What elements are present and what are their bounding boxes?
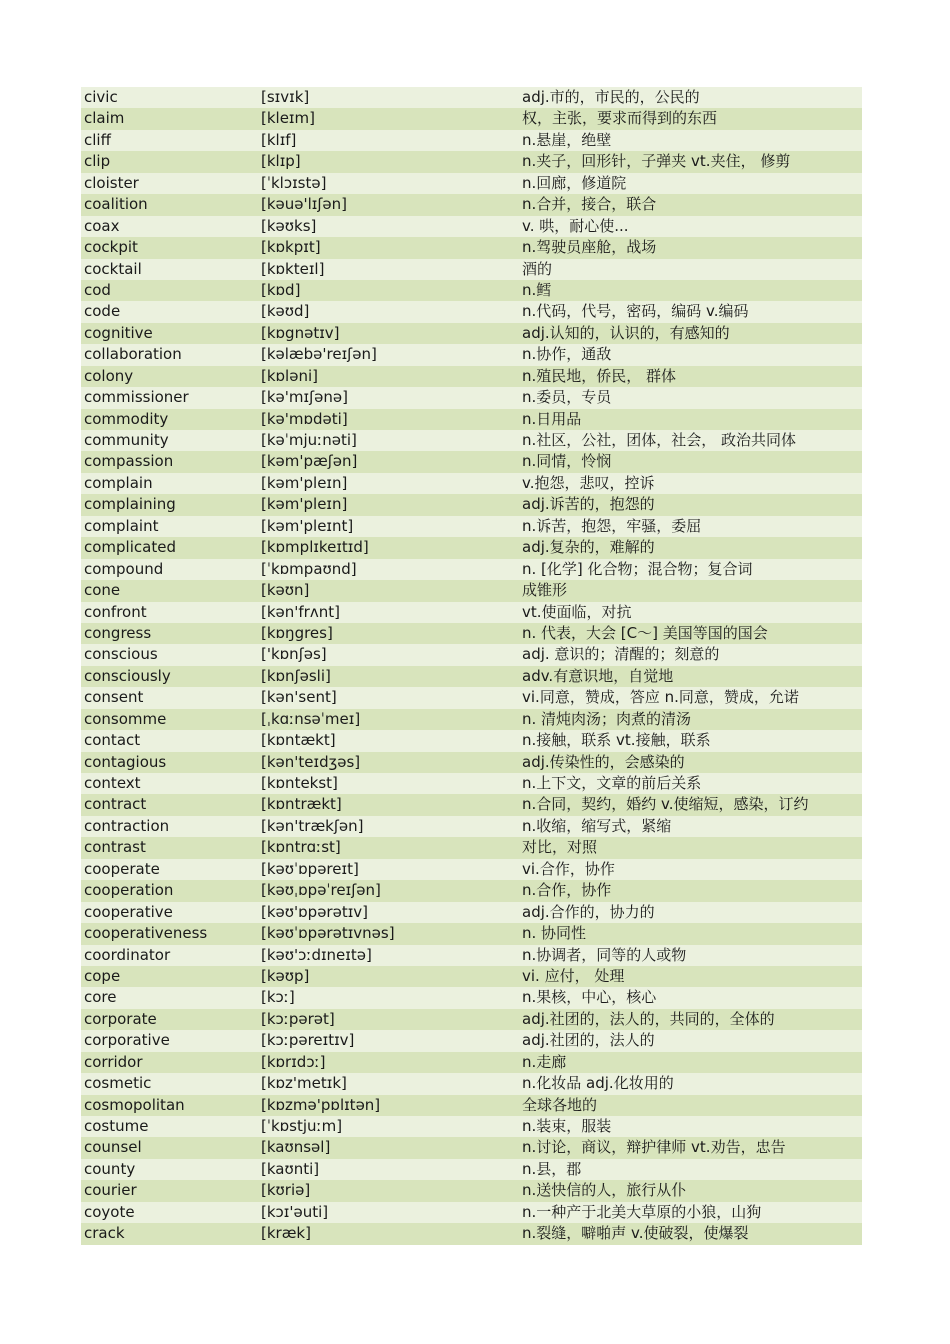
table-row [81,323,862,344]
definition-cell: n.上下文，文章的前后关系 [522,774,702,792]
pronunciation-cell: [kəuə'lɪʃən] [261,195,347,214]
definition-cell: n.鳕 [522,280,552,299]
word-cell: commodity [84,409,169,428]
word-cell: cliff [84,130,111,149]
definition-cell: adj. 意识的；清醒的；刻意的 [522,645,720,664]
word-cell: county [84,1159,136,1178]
pronunciation-cell: [kɒntækt] [261,731,336,750]
definition-cell: n. 清炖肉汤；肉煮的清汤 [522,709,692,728]
table-row [81,580,862,601]
word-cell: complicated [84,538,176,557]
definition-cell: adj.传染性的，会感染的 [522,752,685,771]
definition-cell: 全球各地的 [522,1095,598,1114]
table-row [81,602,862,623]
table-row [81,644,862,665]
pronunciation-cell: [kəʊd] [261,302,310,321]
definition-cell: n.社区，公社，团体，社会， 政治共同体 [522,431,797,449]
definition-cell: 权，主张，要求而得到的东西 [522,109,718,128]
definition-cell: n.协调者，同等的人或物 [522,945,687,964]
word-cell: core [84,988,117,1007]
pronunciation-cell: [kɔːpəreɪtɪv] [261,1031,355,1050]
table-row [81,859,862,880]
table-row [81,902,862,923]
pronunciation-cell: [kɒd] [261,280,301,299]
word-cell: courier [84,1181,137,1200]
table-row [81,216,862,237]
definition-cell: n.一种产于北美大草原的小狼，山狗 [522,1202,762,1221]
pronunciation-cell: [kʊriə] [261,1181,311,1200]
word-cell: complaint [84,516,159,535]
word-cell: community [84,431,169,449]
pronunciation-cell: [sɪvɪk] [261,88,310,106]
word-cell: contagious [84,752,167,771]
table-row [81,752,862,773]
word-cell: cope [84,966,121,985]
table-row [81,151,862,172]
definition-cell: adj.复杂的，难解的 [522,538,655,557]
definition-cell: n.送快信的人，旅行从仆 [522,1181,687,1200]
pronunciation-cell: [kəʊˈɒpərətɪvnəs] [261,924,395,943]
definition-cell: 对比，对照 [522,838,598,857]
word-cell: cooperate [84,859,160,878]
definition-cell: n.代码，代号，密码，编码 v.编码 [522,302,749,321]
definition-cell: n.合同，契约，婚约 v.使缩短，感染，订约 [522,795,809,814]
word-cell: corporative [84,1031,170,1050]
table-row [81,1202,862,1223]
table-row [81,1073,862,1094]
word-cell: cooperation [84,881,174,900]
pronunciation-cell: [kɒgnətɪv] [261,323,340,342]
word-cell: complaining [84,495,176,514]
pronunciation-cell: [kəʊˌɒpəˈreɪʃən] [261,881,381,900]
pronunciation-cell: [kɒzmə'pɒlɪtən] [261,1095,381,1114]
word-cell: civic [84,88,118,106]
table-row [81,794,862,815]
table-row [81,387,862,408]
table-row [81,516,862,537]
table-row [81,194,862,215]
table-row [81,666,862,687]
word-cell: cognitive [84,323,153,342]
table-row [81,1009,862,1030]
definition-cell: n.接触，联系 vt.接触，联系 [522,731,711,750]
definition-cell: vi. 应付， 处理 [522,966,625,985]
table-row [81,923,862,944]
word-cell: contrast [84,838,146,857]
pronunciation-cell: [kɔː] [261,988,295,1007]
definition-cell: n.回廊，修道院 [522,173,627,192]
pronunciation-cell: [ˈklɔɪstə] [261,173,327,192]
table-row [81,473,862,494]
table-row [81,945,862,966]
word-cell: counsel [84,1138,142,1157]
definition-cell: v.抱怨，悲叹，控诉 [522,473,655,492]
table-row [81,1052,862,1073]
vocabulary-table [81,87,862,1245]
table-row [81,1137,862,1158]
word-cell: coordinator [84,945,171,964]
table-row [81,687,862,708]
pronunciation-cell: [kɒntrɑːst] [261,838,341,857]
definition-cell: adv.有意识地，自觉地 [522,666,674,685]
pronunciation-cell: [kɒŋgres] [261,623,333,642]
definition-cell: n.委员，专员 [522,388,612,407]
definition-cell: n.协作，通敌 [522,345,612,364]
word-cell: complain [84,473,153,492]
word-cell: corridor [84,1052,143,1071]
definition-cell: adj.社团的，法人的 [522,1031,655,1050]
table-row [81,87,862,108]
table-row [81,1159,862,1180]
pronunciation-cell: [kəʊ'ɔːdɪneɪtə] [261,945,372,964]
pronunciation-cell: [kɔːpərət] [261,1009,335,1028]
table-row [81,494,862,515]
table-row [81,430,862,451]
table-row [81,301,862,322]
table-row [81,1223,862,1244]
definition-cell: n.日用品 [522,409,582,428]
word-cell: contract [84,795,147,814]
definition-cell: n.装束，服装 [522,1117,612,1135]
pronunciation-cell: [kəʊ'ɒpərətɪv] [261,902,369,921]
word-cell: context [84,774,141,792]
pronunciation-cell: [kəʊks] [261,216,317,235]
pronunciation-cell: [kræk] [261,1224,311,1243]
word-cell: crack [84,1224,125,1243]
pronunciation-cell: [kəlæbə'reɪʃən] [261,345,377,364]
table-row [81,987,862,1008]
pronunciation-cell: [kəm'pleɪn] [261,495,348,514]
table-row [81,173,862,194]
word-cell: compound [84,559,164,578]
definition-cell: adj.合作的，协力的 [522,902,655,921]
table-row [81,1116,862,1137]
definition-cell: n.夹子，回形针，子弹夹 vt.夹住， 修剪 [522,152,791,171]
table-row [81,709,862,730]
pronunciation-cell: [kəʊn] [261,581,310,600]
pronunciation-cell: [kaʊnti] [261,1159,320,1178]
pronunciation-cell: [kə'mɪʃənə] [261,388,348,407]
word-cell: conscious [84,645,158,664]
definition-cell: n.同情，怜悯 [522,452,612,471]
definition-cell: vi.同意，赞成，答应 n.同意，赞成，允诺 [522,688,799,707]
pronunciation-cell: [kəˈmjuːnəti] [261,431,357,449]
pronunciation-cell: [kɒkteɪl] [261,259,325,278]
pronunciation-cell: [kleɪm] [261,109,315,128]
definition-cell: vi.合作，协作 [522,859,615,878]
table-row [81,409,862,430]
pronunciation-cell: [kɒkpɪt] [261,238,321,257]
word-cell: contact [84,731,141,750]
pronunciation-cell: [kɒnʃəsli] [261,666,331,685]
definition-cell: 成锥形 [522,581,568,600]
table-row [81,237,862,258]
pronunciation-cell: [ˈkɒmpaʊnd] [261,559,357,578]
pronunciation-cell: [ˌkɑːnsəˈmeɪ] [261,709,361,728]
word-cell: costume [84,1117,149,1135]
definition-cell: n. 代表，大会 [C～] 美国等国的国会 [522,623,768,642]
definition-cell: n.讨论，商议，辩护律师 vt.劝告，忠告 [522,1138,786,1157]
table-row [81,880,862,901]
definition-cell: vt.使面临，对抗 [522,602,632,621]
word-cell: clip [84,152,111,171]
word-cell: cosmetic [84,1074,152,1093]
table-row [81,623,862,644]
word-cell: congress [84,623,152,642]
word-cell: cooperativeness [84,924,208,943]
word-cell: confront [84,602,147,621]
pronunciation-cell: [kəʊp] [261,966,310,985]
definition-cell: adj.诉苦的，抱怨的 [522,495,655,514]
pronunciation-cell: [kɒrɪdɔː] [261,1052,326,1071]
pronunciation-cell: [kɒləni] [261,366,318,385]
pronunciation-cell: [klɪp] [261,152,301,171]
definition-cell: adj.认知的，认识的，有感知的 [522,323,730,342]
table-row [81,730,862,751]
word-cell: cod [84,280,111,299]
word-cell: coalition [84,195,148,214]
word-cell: collaboration [84,345,182,364]
word-cell: cone [84,581,121,600]
word-cell: cosmopolitan [84,1095,185,1114]
table-row [81,451,862,472]
table-row [81,1095,862,1116]
definition-cell: n.殖民地，侨民， 群体 [522,366,677,385]
definition-cell: n.走廊 [522,1052,567,1071]
definition-cell: v. 哄，耐心使... [522,216,629,235]
word-cell: cockpit [84,238,138,257]
word-cell: claim [84,109,125,128]
table-row [81,1030,862,1051]
pronunciation-cell: [kɒmplɪkeɪtɪd] [261,538,369,557]
pronunciation-cell: [kɒntrækt] [261,795,342,814]
definition-cell: adj.社团的，法人的，共同的，全体的 [522,1009,775,1028]
pronunciation-cell: [kəm'pleɪnt] [261,516,354,535]
word-cell: consciously [84,666,171,685]
pronunciation-cell: [kəm'pæʃən] [261,452,358,471]
pronunciation-cell: [klɪf] [261,130,297,149]
word-cell: cocktail [84,259,142,278]
definition-cell: n.诉苦，抱怨，牢骚，委屈 [522,516,702,535]
table-row [81,259,862,280]
definition-cell: n.合作，协作 [522,881,612,900]
definition-cell: n.悬崖，绝壁 [522,130,612,149]
pronunciation-cell: ['kɒnʃəs] [261,645,327,664]
pronunciation-cell: [kən'frʌnt] [261,602,340,621]
pronunciation-cell: [kaʊnsəl] [261,1138,331,1157]
pronunciation-cell: [kən'trækʃən] [261,816,364,835]
table-row [81,344,862,365]
word-cell: commissioner [84,388,189,407]
pronunciation-cell: [kɒz'metɪk] [261,1074,347,1093]
pronunciation-cell: [kən'teɪdʒəs] [261,752,361,771]
table-row [81,366,862,387]
definition-cell: adj.市的，市民的，公民的 [522,88,700,106]
pronunciation-cell: [kə'mɒdəti] [261,409,348,428]
word-cell: cooperative [84,902,173,921]
table-row [81,816,862,837]
definition-cell: n.裂缝，噼啪声 v.使破裂，使爆裂 [522,1224,749,1243]
table-row [81,1180,862,1201]
word-cell: contraction [84,816,170,835]
definition-cell: n. [化学] 化合物；混合物；复合词 [522,559,753,578]
table-row [81,108,862,129]
word-cell: corporate [84,1009,157,1028]
pronunciation-cell: [kɒntekst] [261,774,338,792]
definition-cell: n.化妆品 adj.化妆用的 [522,1074,674,1093]
word-cell: coax [84,216,120,235]
definition-cell: n.县，郡 [522,1159,582,1178]
word-cell: consent [84,688,144,707]
table-row [81,130,862,151]
table-row [81,966,862,987]
word-cell: coyote [84,1202,135,1221]
definition-cell: n.驾驶员座舱，战场 [522,238,657,257]
pronunciation-cell: [kən'sent] [261,688,337,707]
word-cell: code [84,302,121,321]
definition-cell: 酒的 [522,259,553,278]
definition-cell: n.果核，中心，核心 [522,988,657,1007]
word-cell: compassion [84,452,174,471]
pronunciation-cell: [ˈkɒstjuːm] [261,1117,343,1135]
table-row [81,773,862,794]
table-row [81,837,862,858]
word-cell: colony [84,366,134,385]
definition-cell: n.收缩，缩写式，紧缩 [522,816,672,835]
definition-cell: n.合并，接合，联合 [522,195,657,214]
table-row [81,559,862,580]
definition-cell: n. 协同性 [522,924,587,943]
pronunciation-cell: [kəm'pleɪn] [261,473,348,492]
table-row [81,537,862,558]
pronunciation-cell: [kɔɪ'əuti] [261,1202,329,1221]
table-row [81,280,862,301]
word-cell: cloister [84,173,139,192]
word-cell: consomme [84,709,167,728]
pronunciation-cell: [kəʊˈɒpəreɪt] [261,859,359,878]
